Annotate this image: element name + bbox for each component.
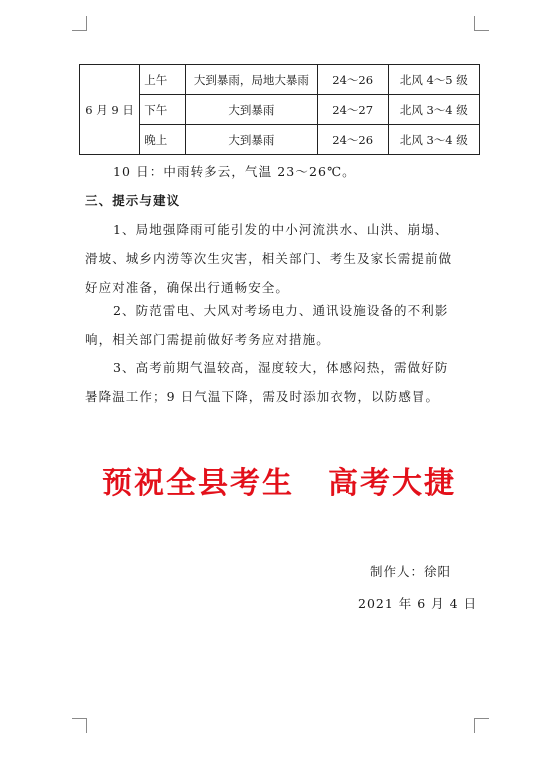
crop-mark-top-left bbox=[72, 16, 87, 31]
author-line: 制作人：徐阳 bbox=[370, 564, 452, 579]
crop-mark-bottom-left bbox=[72, 718, 87, 733]
tip-line: 2、防范雷电、大风对考场电力、通讯设施设备的不利影 bbox=[113, 303, 449, 318]
document-date: 2021 年 6 月 4 日 bbox=[358, 596, 478, 611]
tip-line: 暑降温工作；9 日气温下降，需及时添加衣物，以防感冒。 bbox=[85, 389, 440, 404]
period-cell: 上午 bbox=[140, 65, 186, 95]
weather-cell: 大到暴雨，局地大暴雨 bbox=[185, 65, 317, 95]
weather-cell: 大到暴雨 bbox=[185, 125, 317, 155]
day10-forecast bbox=[85, 157, 475, 186]
tip-line: 响，相关部门需提前做好考务应对措施。 bbox=[85, 332, 330, 347]
wind-cell: 北风 4～5 级 bbox=[388, 65, 479, 95]
tip-line: 滑坡、城乡内涝等次生灾害，相关部门、考生及家长需提前做 bbox=[85, 251, 453, 266]
section-title: 三、提示与建议 bbox=[85, 193, 181, 208]
slogan-part-1: 预祝全县考生 bbox=[102, 466, 294, 501]
wind-cell: 北风 3～4 级 bbox=[388, 125, 479, 155]
crop-mark-top-right bbox=[474, 16, 489, 31]
tip-paragraph-2 bbox=[85, 296, 475, 354]
date-cell: 6 月 9 日 bbox=[80, 65, 140, 155]
slogan-part-2: 高考大捷 bbox=[328, 466, 456, 501]
tip-line: 好应对准备，确保出行通畅安全。 bbox=[85, 280, 290, 295]
weather-forecast-table bbox=[79, 64, 480, 155]
wind-cell: 北风 3～4 级 bbox=[388, 95, 479, 125]
tip-line: 1、局地强降雨可能引发的中小河流洪水、山洪、崩塌、 bbox=[113, 222, 449, 237]
period-cell: 下午 bbox=[140, 95, 186, 125]
tip-paragraph-1 bbox=[85, 215, 475, 302]
tip-line: 3、高考前期气温较高，湿度较大，体感闷热，需做好防 bbox=[113, 360, 449, 375]
period-cell: 晚上 bbox=[140, 125, 186, 155]
temperature-cell: 24～27 bbox=[317, 95, 388, 125]
slogan-banner bbox=[0, 458, 558, 502]
table-row bbox=[80, 65, 480, 95]
weather-cell: 大到暴雨 bbox=[185, 95, 317, 125]
day10-text: 10 日：中雨转多云，气温 23～26℃。 bbox=[113, 164, 356, 179]
crop-mark-bottom-right bbox=[474, 718, 489, 733]
temperature-cell: 24～26 bbox=[317, 65, 388, 95]
table-row bbox=[80, 125, 480, 155]
section-heading bbox=[85, 186, 475, 215]
tip-paragraph-3 bbox=[85, 353, 475, 411]
temperature-cell: 24～26 bbox=[317, 125, 388, 155]
table-row bbox=[80, 95, 480, 125]
